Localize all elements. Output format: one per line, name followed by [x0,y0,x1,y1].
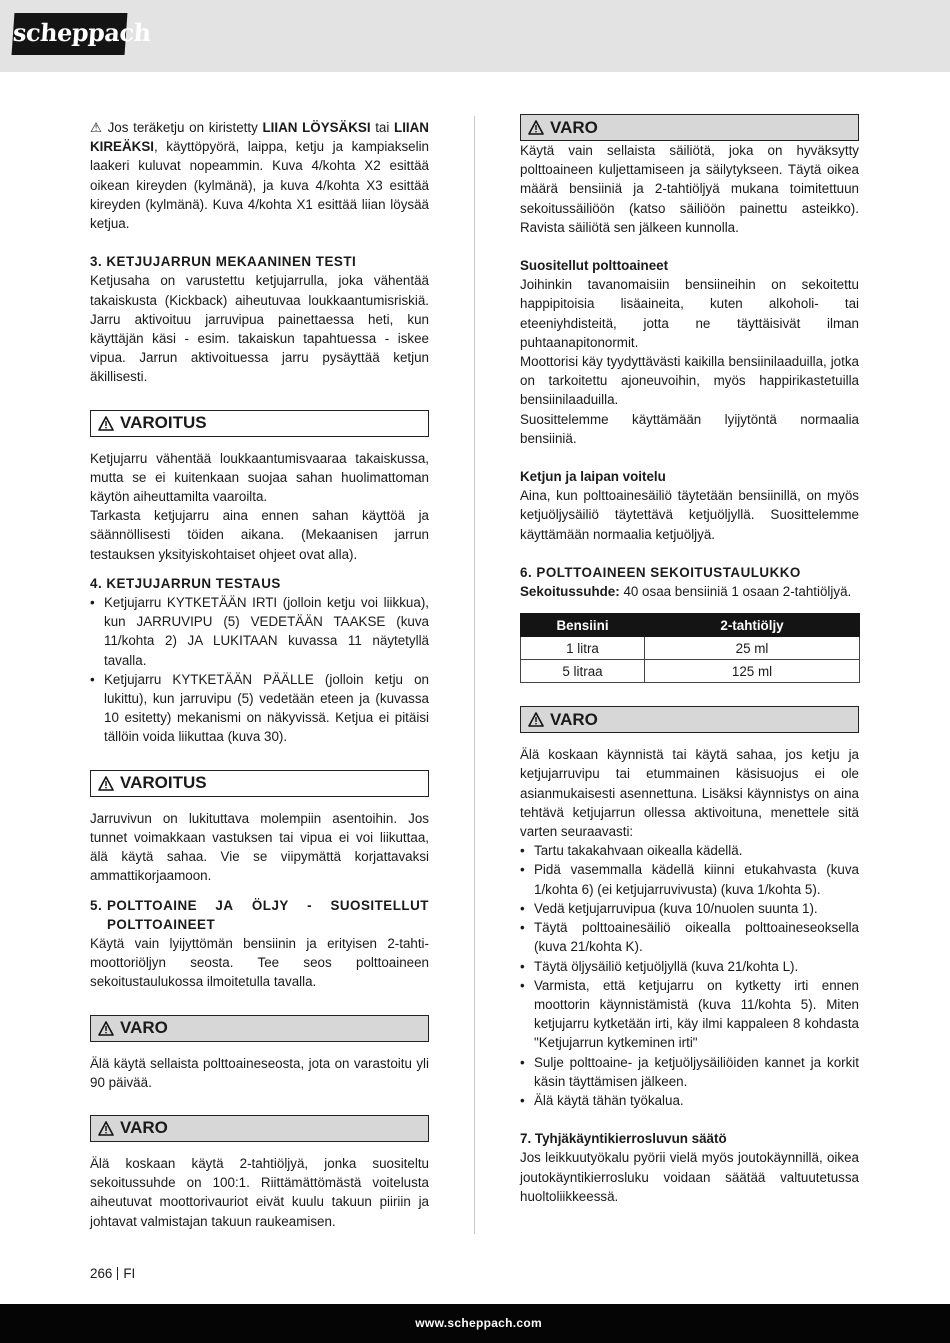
section-6-heading: 6. POLTTOAINEEN SEKOITUSTAULUKKO [520,564,801,580]
column-divider [474,116,475,1234]
caution-box-1-title: VARO [120,1018,168,1038]
warning-box-1 [90,410,429,437]
table-header-cell: Bensiini [521,614,645,637]
table-cell: 5 litraa [521,660,645,683]
list-item: • Täytä öljysäiliö ketjuöljyllä (kuva 21/kohta L). [520,957,859,976]
caution-2-text: Älä koskaan käytä 2-tahtiöljyä, jonka suositeltu sekoitussuhde on 100:1. Riittämättömästä voitelusta aiheutuvat moottorivauriot eivät kuulu takuun piiriin ja johtavat valmistajan takuun raukeamisen. [90,1155,429,1229]
caution-box-2-title: VARO [120,1118,168,1138]
list-item: • Vedä ketjujarruvipua (kuva 10/nuolen suunta 1). [520,899,859,918]
oil-heading: Ketjun ja laipan voitelu [520,469,666,485]
warning-box-2-title: VAROITUS [120,773,207,793]
list-item: • Älä käytä tähän työkalua. [520,1091,859,1110]
fuel-mix-table [520,613,860,683]
list-item: • Varmista, että ketjujarru on kytketty irti ennen moottorin käynnistämistä (kuva 11/kohta 5). Miten ketjujarru kytketään irti, käy ilmi kappaleen 8 kohdasta "Ketjujarrun kytkeminen irti" [520,976,859,1053]
scheppach-logo: scheppach [12,13,128,55]
fuel-heading: Suositellut polttoaineet [520,258,669,274]
warning-1-text-b: Tarkasta ketjujarru aina ennen sahan käyttöä ja säännöllisesti töiden aikana. (Mekaanisen jarrun testauksen yksityiskohtaiset ohjeet ovat alla). [90,508,429,562]
section-3-heading: 3. KETJUJARRUN MEKAANINEN TESTI [90,254,357,270]
mixing-ratio-text: Sekoitussuhde: 40 osaa bensiiniä 1 osaan 2-tahtiöljyä. [520,584,852,600]
table-row [521,637,860,660]
warning-box-1-title: VAROITUS [120,413,207,433]
right-column [520,118,859,1206]
caution-box-4-title: VARO [550,709,598,729]
table-cell: 25 ml [645,637,860,660]
section-5-text: Käytä vain lyijyttömän bensiinin ja erityisen 2-tahti-moottoriöljyn seosta. Tee seos polttoaineen sekoitustaulukossa ilmoitetulla tavalla. [90,935,429,990]
list-item: • Sulje polttoaine- ja ketjuöljysäiliöiden kannet ja korkit käsin täyttämisen jälkeen. [520,1053,859,1091]
warning-triangle-icon [98,776,114,791]
section-4-list [90,593,429,747]
warning-triangle-icon [528,712,544,727]
chain-tension-paragraph: ⚠ Jos teräketju on kiristetty LIIAN LÖYSÄKSI tai LIIAN KIREÄKSI, käyttöpyörä, laippa, ketju ja kampiakselin laakeri kuluvat nopeammin. Kuva 4/kohta X2 esittää oikean kireyden (kylmänä), ja kuva 4/kohta X3 esittää kireyden (kylmänä). Kuva 4/kohta X1 esittää liian löysää ketjua. [90,120,429,232]
header-bar [0,0,950,72]
section-3-text: Ketjusaha on varustettu ketjujarrulla, joka vähentää takaiskusta (Kickback) aiheutuvaa loukkaantumisriskiä. Jarru aktivoituu jarruvipua painettaessa heti, kun käyttäjän käsi - esim. takaiskun tapahtuessa - iskee vipua. Jarrun aktivoituessa jarru pysäyttää ketjun äkillisesti. [90,273,429,385]
warning-triangle-icon [98,1021,114,1036]
list-item: • Ketjujarru KYTKETÄÄN IRTI (jolloin ketju voi liikkua), kun JARRUVIPU (5) VEDETÄÄN TAAKSE (kuva 11/kohta 2) JA LUKITAAN kuvassa 11 näytetyllä tavalla. [90,593,429,670]
table-cell: 1 litra [521,637,645,660]
section-7-text: Jos leikkuutyökalu pyörii vielä myös joutokäynnillä, oikea joutokäyntikierrosluku voidaan säätää valtuutetussa huoltoliikkeessä. [520,1150,859,1204]
caution-3-text: Käytä vain sellaista säiliötä, joka on hyväksytty polttoaineen kuljettamiseen ja säilytykseen. Täytä oikea määrä bensiiniä ja 2-tahtiöljyä mukana toimitettuun sekoitussäiliöön (katso säiliöön painettu asteikko). Ravista säiliötä sen jälkeen kunnolla. [520,143,859,235]
section-5-heading: 5. POLTTOAINE JA ÖLJY - SUOSITELLUT POLTTOAINEET [90,896,429,934]
caution-box-3-title: VARO [550,117,598,137]
warning-1-text-a: Ketjujarru vähentää loukkaantumisvaaraa takaiskussa, mutta se ei kuitenkaan suojaa sahan huolimattoman käytön aiheuttamilta vaaroilta. [90,450,429,505]
warning-triangle-icon [98,1121,114,1136]
warning-box-2 [90,770,429,797]
section-4-heading: 4. KETJUJARRUN TESTAUS [90,575,281,591]
caution-box-2 [90,1115,429,1142]
table-header-row [521,614,860,637]
page-number: 266 FI [90,1266,136,1281]
caution-1-text: Älä käytä sellaista polttoaineseosta, jota on varastoitu yli 90 päivää. [90,1055,429,1090]
table-cell: 125 ml [645,660,860,683]
list-item: • Pidä vasemmalla kädellä kiinni etukahvasta (kuva 1/kohta 6) (ei ketjujarruvivusta) (kuva 1/kohta 5). [520,860,859,898]
list-item: • Ketjujarru KYTKETÄÄN PÄÄLLE (jolloin ketju on lukittu), kun jarruvipu (5) vedetään eteen ja (kuvassa 10 esitetty) mekanismi on näkyvissä. Ketjua ei pitäisi tällöin voida liikuttaa (kuva 30). [90,670,429,747]
caution-box-4 [520,706,859,733]
footer-bar [0,1304,950,1343]
section-7-heading: 7. Tyhjäkäyntikierrosluvun säätö [520,1131,727,1147]
table-header-cell: 2-tahtiöljy [645,614,860,637]
warning-triangle-icon [98,416,114,431]
fuel-text-b: Moottorisi käy tyydyttävästi kaikilla bensiinilaaduilla, jotka on tarkoitettu ajoneuvoihin, myös happirikastetuilla bensiinilaaduilla. [520,354,859,408]
list-item: • Tartu takakahvaan oikealla kädellä. [520,841,859,860]
section-5-number: 5. [90,897,103,913]
list-item: • Täytä polttoainesäiliö oikealla polttoaineseoksella (kuva 21/kohta K). [520,918,859,956]
start-steps-list [520,841,859,1110]
fuel-text-c: Suosittelemme käyttämään lyijytöntä normaalia bensiiniä. [520,411,859,446]
warning-triangle-icon [528,120,544,135]
table-row [521,660,860,683]
caution-box-3 [520,114,859,141]
website-link[interactable]: www.scheppach.com [415,1316,542,1330]
fuel-text-a: Joihinkin tavanomaisiin bensiineihin on sekoitettu happipitoisia lisäaineita, kuten alkoholi- tai eteeniyhdisteitä, jotta ne täyttäisivät ilman puhtaanapitonormit. [520,277,859,350]
warning-2-text: Jarruvivun on lukituttava molempiin asentoihin. Jos tunnet voimakkaan vastuksen tai vipua ei voi liikuttaa, älä käytä sahaa. Vie se viipymättä korjattavaksi ammattikorjaamoon. [90,810,429,884]
caution-box-1 [90,1015,429,1042]
oil-text: Aina, kun polttoainesäiliö täytetään bensiinillä, on myös ketjuöljysäiliö täytettävä ketjuöljyllä. Suosittelemme käyttämään normaalia ketjuöljyä. [520,488,859,542]
caution-4-text: Älä koskaan käynnistä tai käytä sahaa, jos ketju ja ketjujarruvipu tai etummainen käsisuojus ei ole asianmukaisesti asennettuna. Lisäksi käynnistys on aina tehtävä ketjujarrun ollessa aktivoituna, menettele sitä varten seuraavasti: [520,747,859,840]
left-column [90,118,429,1231]
